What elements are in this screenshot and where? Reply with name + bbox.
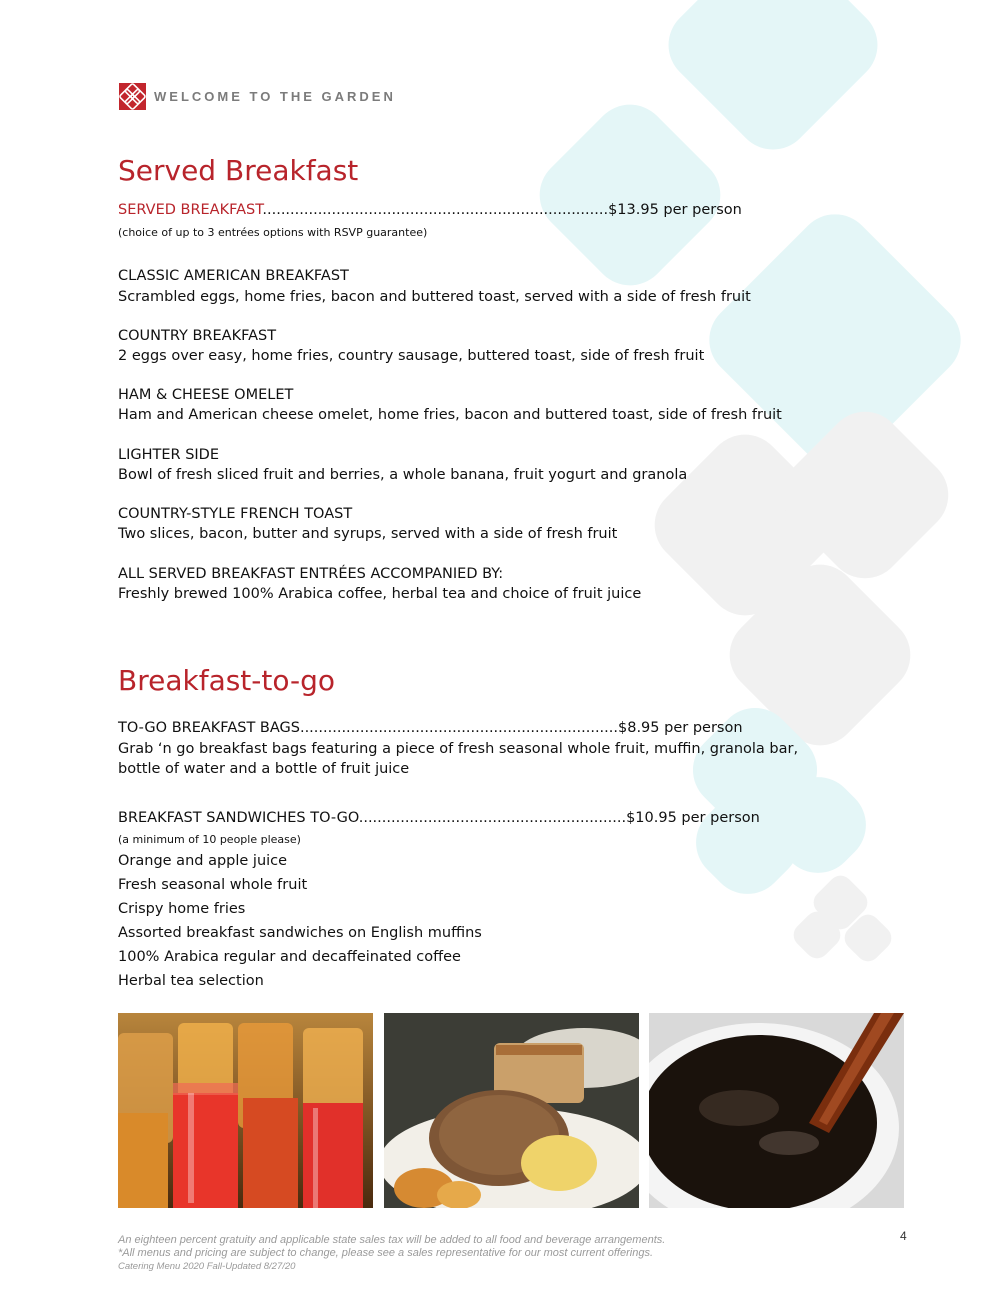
menu-item-desc: Ham and American cheese omelet, home fries, bacon and buttered toast, side of fresh fruit [118, 407, 782, 423]
page-number: 4 [900, 1229, 907, 1243]
price-dots: .......................................................... [358, 810, 627, 826]
list-item: 100% Arabica regular and decaffeinated coffee [118, 949, 461, 965]
header-tagline: WELCOME TO THE GARDEN [154, 89, 396, 104]
served-breakfast-note: (choice of up to 3 entrées options with RSVP guarantee) [118, 226, 428, 239]
served-breakfast-price-line [118, 202, 742, 218]
menu-item-desc: Freshly brewed 100% Arabica coffee, herbal tea and choice of fruit juice [118, 586, 642, 602]
sandwich-note: (a minimum of 10 people please) [118, 833, 301, 846]
footer-version: Catering Menu 2020 Fall-Updated 8/27/20 [118, 1261, 296, 1272]
sandwich-price-line [118, 810, 760, 826]
menu-item-desc: 2 eggs over easy, home fries, country sausage, buttered toast, side of fresh fruit [118, 348, 705, 364]
to-go-bags-desc: Grab ‘n go breakfast bags featuring a piece of fresh seasonal whole fruit, muffin, granola bar, [118, 741, 799, 757]
background-shape [524, 89, 736, 301]
menu-item-name: LIGHTER SIDE [118, 447, 220, 463]
menu-item-desc: Two slices, bacon, butter and syrups, served with a side of fresh fruit [118, 526, 618, 542]
footer-pricing-note: *All menus and pricing are subject to change, please see a sales representative for our most current offerings. [118, 1247, 654, 1259]
menu-item-desc: Scrambled eggs, home fries, bacon and buttered toast, served with a side of fresh fruit [118, 289, 751, 305]
price-label: TO-GO BREAKFAST BAGS [118, 720, 300, 736]
menu-item-name: HAM & CHEESE OMELET [118, 387, 294, 403]
price-label: SERVED BREAKFAST [118, 202, 263, 218]
to-go-bags-desc: bottle of water and a bottle of fruit juice [118, 761, 410, 777]
price-value: $8.95 per person [618, 720, 743, 736]
price-dots: ..................................................................... [299, 720, 618, 736]
background-shape [653, 0, 893, 165]
list-item: Fresh seasonal whole fruit [118, 877, 308, 893]
price-label: BREAKFAST SANDWICHES TO-GO [118, 810, 359, 826]
header [119, 83, 396, 110]
menu-item-name: ALL SERVED BREAKFAST ENTRÉES ACCOMPANIED BY: [118, 566, 504, 582]
menu-item-name: COUNTRY BREAKFAST [118, 328, 277, 344]
juice-glasses-photo [118, 1013, 373, 1208]
section-title-breakfast-to-go: Breakfast-to-go [118, 664, 336, 697]
hilton-garden-flower-logo-icon [119, 83, 146, 110]
sausage-breakfast-plate-photo [384, 1013, 639, 1208]
coffee-pour-photo [649, 1013, 904, 1208]
price-dots: ........................................................................... [262, 202, 609, 218]
list-item: Assorted breakfast sandwiches on English muffins [118, 925, 482, 941]
to-go-bags-price-line [118, 720, 743, 736]
price-value: $13.95 per person [608, 202, 742, 218]
list-item: Orange and apple juice [118, 853, 288, 869]
section-title-served-breakfast: Served Breakfast [118, 154, 359, 187]
menu-item-name: COUNTRY-STYLE FRENCH TOAST [118, 506, 353, 522]
menu-item-name: CLASSIC AMERICAN BREAKFAST [118, 268, 349, 284]
footer-gratuity-note: An eighteen percent gratuity and applicable state sales tax will be added to all food and beverage arrangements. [118, 1234, 666, 1246]
list-item: Crispy home fries [118, 901, 246, 917]
menu-item-desc: Bowl of fresh sliced fruit and berries, a whole banana, fruit yogurt and granola [118, 467, 688, 483]
price-value: $10.95 per person [626, 810, 760, 826]
list-item: Herbal tea selection [118, 973, 264, 989]
